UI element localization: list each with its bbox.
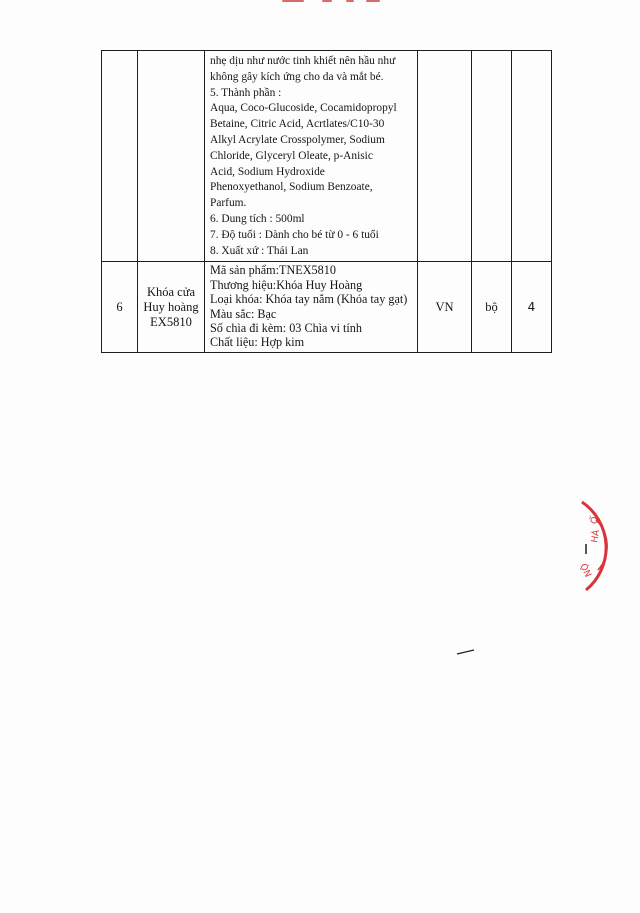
- stt-cell: [102, 51, 138, 262]
- description-line: Acid, Sodium Hydroxide: [210, 165, 325, 178]
- description-line: Parfum.: [210, 197, 247, 210]
- svg-text:Ố: Ố: [588, 515, 602, 527]
- description-line: 8. Xuất xứ : Thái Lan: [210, 244, 309, 257]
- svg-text:NỘ: NỘ: [579, 561, 595, 578]
- description-line: Số chìa đi kèm: 03 Chìa vi tính: [210, 320, 362, 335]
- svg-text:HÀ: HÀ: [590, 529, 603, 544]
- description-line: 5. Thành phần :: [210, 86, 282, 99]
- description-line: Màu sắc: Bạc: [210, 306, 277, 321]
- description-line: Chất liệu: Hợp kim: [210, 335, 305, 350]
- description-line: Mã sản phẩm:TNEX5810: [210, 263, 336, 278]
- unit-cell: [472, 51, 512, 262]
- red-seal-stamp: [566, 492, 640, 602]
- description-line: Loại khóa: Khóa tay nắm (Khóa tay gạt): [210, 292, 408, 307]
- description-line: 6. Dung tích : 500ml: [210, 212, 305, 225]
- name-cell: Khóa cửa Huy hoàng EX5810: [138, 262, 205, 352]
- quantity-cell: 4: [512, 262, 552, 352]
- description-line: Chloride, Glyceryl Oleate, p-Anisic: [210, 149, 373, 162]
- product-table: [101, 50, 552, 353]
- stt-cell: 6: [102, 262, 138, 352]
- description-cell: [205, 262, 418, 352]
- unit-cell: bộ: [472, 262, 512, 352]
- description-line: Phenoxyethanol, Sodium Benzoate,: [210, 181, 373, 194]
- description-line: 7. Độ tuổi : Dành cho bé từ 0 - 6 tuổi: [210, 228, 379, 241]
- name-cell: [138, 51, 205, 262]
- description-line: Alkyl Acrylate Crosspolymer, Sodium: [210, 133, 385, 146]
- table-row: [102, 51, 552, 262]
- table-row: [102, 262, 552, 352]
- top-edge-mark: [282, 0, 392, 3]
- origin-cell: VN: [418, 262, 472, 352]
- description-line: nhẹ dịu như nước tinh khiết nên hầu như: [210, 55, 396, 67]
- quantity-cell: [512, 51, 552, 262]
- description-line: Thương hiệu:Khóa Huy Hoàng: [210, 277, 363, 292]
- pen-mark: [456, 648, 476, 656]
- description-line: Betaine, Citric Acid, Acrtlates/C10-30: [210, 118, 385, 131]
- description-line: không gây kích ứng cho da và mắt bé.: [210, 70, 384, 83]
- description-cell: [205, 51, 418, 262]
- origin-cell: [418, 51, 472, 262]
- description-line: Aqua, Coco-Glucoside, Cocamidopropyl: [210, 102, 397, 115]
